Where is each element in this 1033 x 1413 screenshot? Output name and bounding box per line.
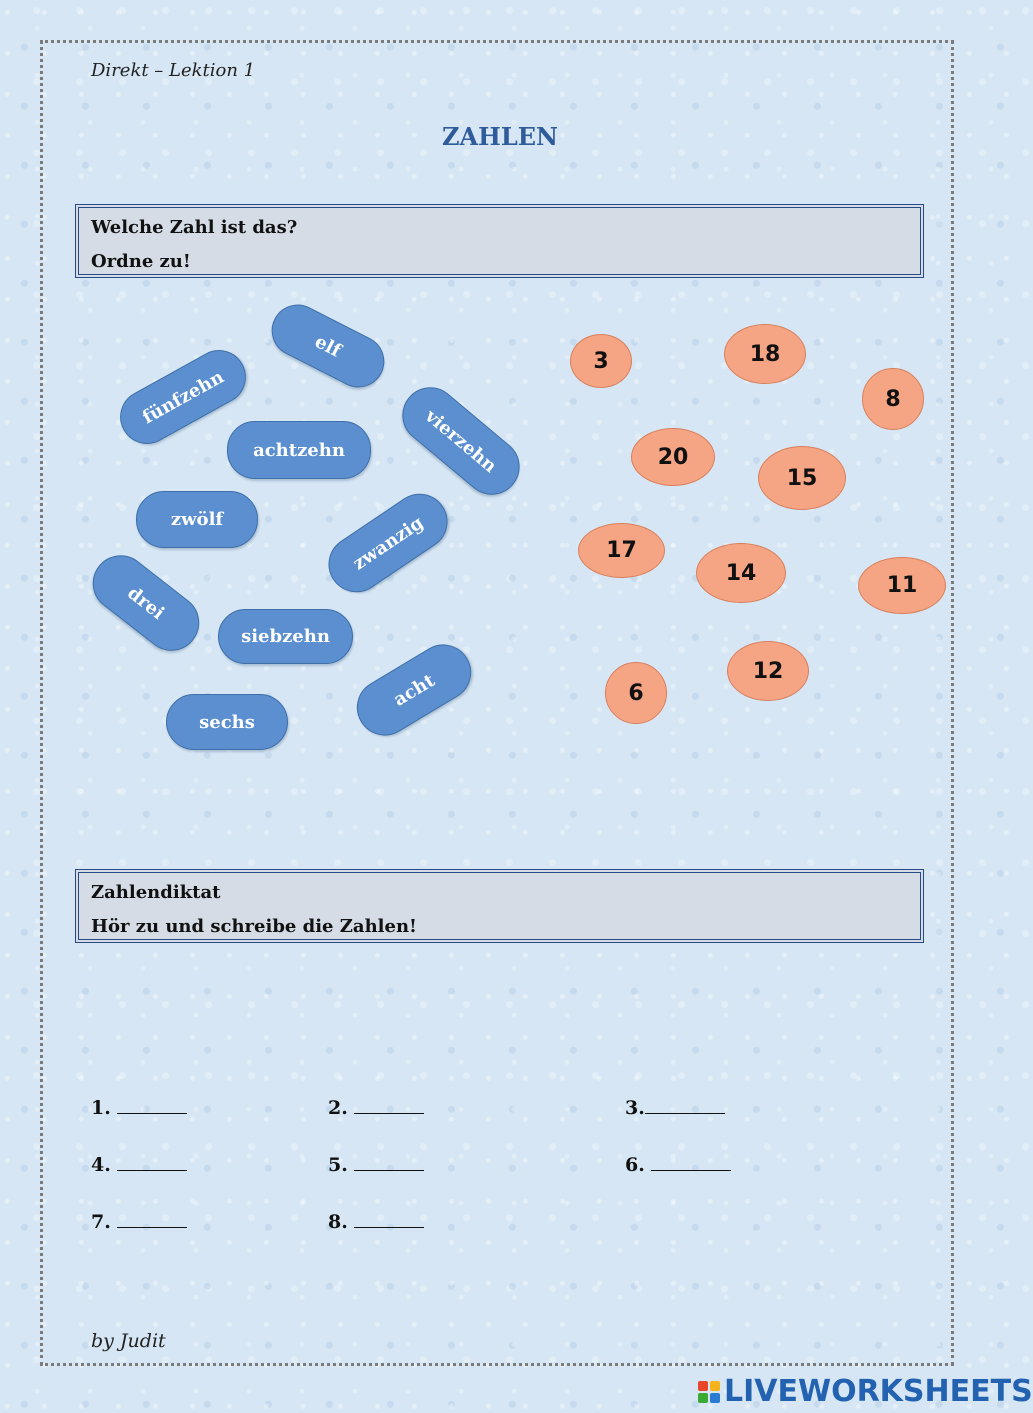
answer-field-1[interactable] bbox=[117, 1095, 187, 1114]
dictation-item-4 bbox=[91, 1152, 187, 1176]
number-oval-12[interactable]: 12 bbox=[727, 641, 809, 701]
dictation-item-3 bbox=[625, 1095, 725, 1119]
answer-field-2[interactable] bbox=[354, 1095, 424, 1114]
lesson-label: Direkt – Lektion 1 bbox=[91, 60, 256, 81]
dictation-number: 3. bbox=[625, 1097, 645, 1119]
page-title: ZAHLEN bbox=[442, 122, 558, 151]
number-oval-18[interactable]: 18 bbox=[724, 324, 806, 384]
number-oval-3[interactable]: 3 bbox=[570, 334, 632, 388]
dictation-item-1 bbox=[91, 1095, 187, 1119]
dictation-number: 2. bbox=[328, 1097, 348, 1119]
dictation-number: 6. bbox=[625, 1154, 645, 1176]
liveworksheets-wordmark: LIVEWORKSHEETS bbox=[724, 1374, 1033, 1409]
word-pill-achtzehn[interactable]: achtzehn bbox=[227, 421, 371, 479]
dictation-instruction: Hör zu und schreibe die Zahlen! bbox=[91, 916, 417, 937]
number-oval-15[interactable]: 15 bbox=[758, 446, 846, 510]
word-pill-zwoelf[interactable]: zwölf bbox=[136, 491, 258, 548]
liveworksheets-icon bbox=[698, 1381, 720, 1403]
answer-field-4[interactable] bbox=[117, 1152, 187, 1171]
dictation-number: 1. bbox=[91, 1097, 111, 1119]
number-oval-8[interactable]: 8 bbox=[862, 368, 924, 430]
answer-field-5[interactable] bbox=[354, 1152, 424, 1171]
answer-field-8[interactable] bbox=[354, 1209, 424, 1228]
dictation-number: 7. bbox=[91, 1211, 111, 1233]
dictation-number: 8. bbox=[328, 1211, 348, 1233]
word-pill-fuenfzehn[interactable]: fünfzehn bbox=[110, 340, 255, 453]
dictation-number: 5. bbox=[328, 1154, 348, 1176]
dictation-item-7 bbox=[91, 1209, 187, 1233]
answer-field-3[interactable] bbox=[645, 1095, 725, 1114]
instruction-box-dictation bbox=[75, 869, 924, 943]
dictation-item-2 bbox=[328, 1095, 424, 1119]
word-pill-drei[interactable]: drei bbox=[81, 544, 210, 662]
dictation-title: Zahlendiktat bbox=[91, 882, 221, 903]
number-oval-14[interactable]: 14 bbox=[696, 543, 786, 603]
liveworksheets-logo[interactable] bbox=[698, 1374, 1033, 1409]
answer-field-7[interactable] bbox=[117, 1209, 187, 1228]
number-oval-20[interactable]: 20 bbox=[631, 428, 715, 486]
word-pill-siebzehn[interactable]: siebzehn bbox=[218, 609, 353, 664]
word-pill-vierzehn[interactable]: vierzehn bbox=[391, 376, 531, 506]
dictation-item-8 bbox=[328, 1209, 424, 1233]
answer-field-6[interactable] bbox=[651, 1152, 731, 1171]
dictation-item-5 bbox=[328, 1152, 424, 1176]
word-pill-elf[interactable]: elf bbox=[263, 296, 394, 397]
number-oval-6[interactable]: 6 bbox=[605, 662, 667, 724]
number-oval-17[interactable]: 17 bbox=[578, 523, 665, 578]
word-pill-sechs[interactable]: sechs bbox=[166, 694, 288, 750]
word-pill-zwanzig[interactable]: zwanzig bbox=[318, 483, 459, 603]
dictation-item-6 bbox=[625, 1152, 731, 1176]
instruction-order: Ordne zu! bbox=[91, 251, 191, 272]
word-pill-acht[interactable]: acht bbox=[346, 634, 481, 746]
number-oval-11[interactable]: 11 bbox=[858, 557, 946, 614]
instruction-box-matching bbox=[75, 204, 924, 278]
author-credit: by Judit bbox=[91, 1330, 166, 1352]
instruction-question: Welche Zahl ist das? bbox=[91, 217, 298, 238]
dictation-number: 4. bbox=[91, 1154, 111, 1176]
